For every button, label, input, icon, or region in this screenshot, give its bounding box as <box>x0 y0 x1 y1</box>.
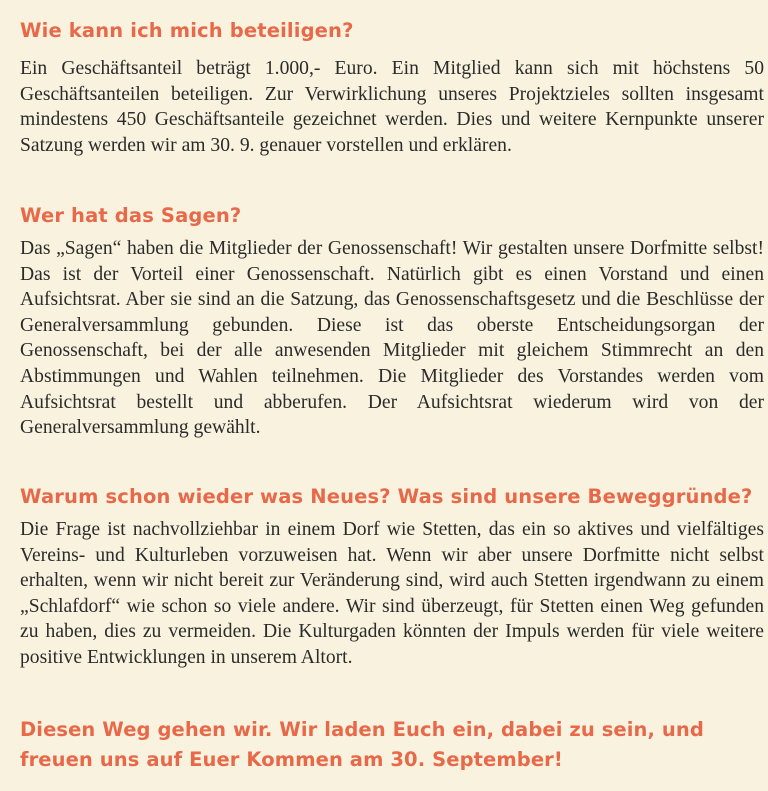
section-body-motivation: Die Frage ist nachvollziehbar in einem Dorf wie Stetten, das ein so aktives und vielfältiges Vereins- und Kulturleben vorzuweisen hat. Wenn wir aber unsere Dorfmitte nicht selbst erhalten, wenn wir nicht bereit zur Veränderung sind, wird auch Stetten irgendwann zu einem „Schlafdorf“ wie schon so viele andere. Wir sind überzeugt, für Stetten einen Weg gefunden zu haben, dies zu vermeiden. Die Kulturgaden könnten der Impuls werden für viele weitere positive Entwicklungen in unserem Altort. <box>20 519 764 668</box>
section-body-decision-making: Das „Sagen“ haben die Mitglieder der Genossenschaft! Wir gestalten unsere Dorfmitte selbst! Das ist der Vorteil einer Genossenschaft. Natürlich gibt es einen Vorstand und einen Aufsichtsrat. Aber sie sind an die Satzung, das Genossenschaftsgesetz und die Beschlüsse der Generalversammlung gebunden. Diese ist das oberste Entscheidungsorgan der Genossenschaft, bei der alle anwesenden Mitglieder mit gleichem Stimmrecht an den Abstimmungen und Wahlen teilnehmen. Die Mitglieder des Vorstandes werden vom Aufsichtsrat bestellt und abberufen. Der Aufsichtsrat wiederum wird von der Generalversammlung gewählt. <box>20 238 764 439</box>
section-heading-participation: Wie kann ich mich beteiligen? <box>20 19 354 42</box>
section-heading-motivation: Warum schon wieder was Neues? Was sind unsere Beweggründe? <box>20 485 753 508</box>
section-body-participation: Ein Geschäftsanteil beträgt 1.000,- Euro. Ein Mitglied kann sich mit höchstens 50 Geschäftsanteilen beteiligen. Zur Verwirklichung unseres Projektzieles sollten insgesamt mindestens 450 Geschäftsanteile gezeichnet werden. Dies und weitere Kernpunkte unserer Satzung werden wir am 30. 9. genauer vorstellen und erklären. <box>20 58 764 156</box>
section-heading-decision-making: Wer hat das Sagen? <box>20 204 242 227</box>
closing-invitation: Diesen Weg gehen wir. Wir laden Euch ein, dabei zu sein, und freuen uns auf Euer Kommen am 30. September! <box>20 718 704 771</box>
